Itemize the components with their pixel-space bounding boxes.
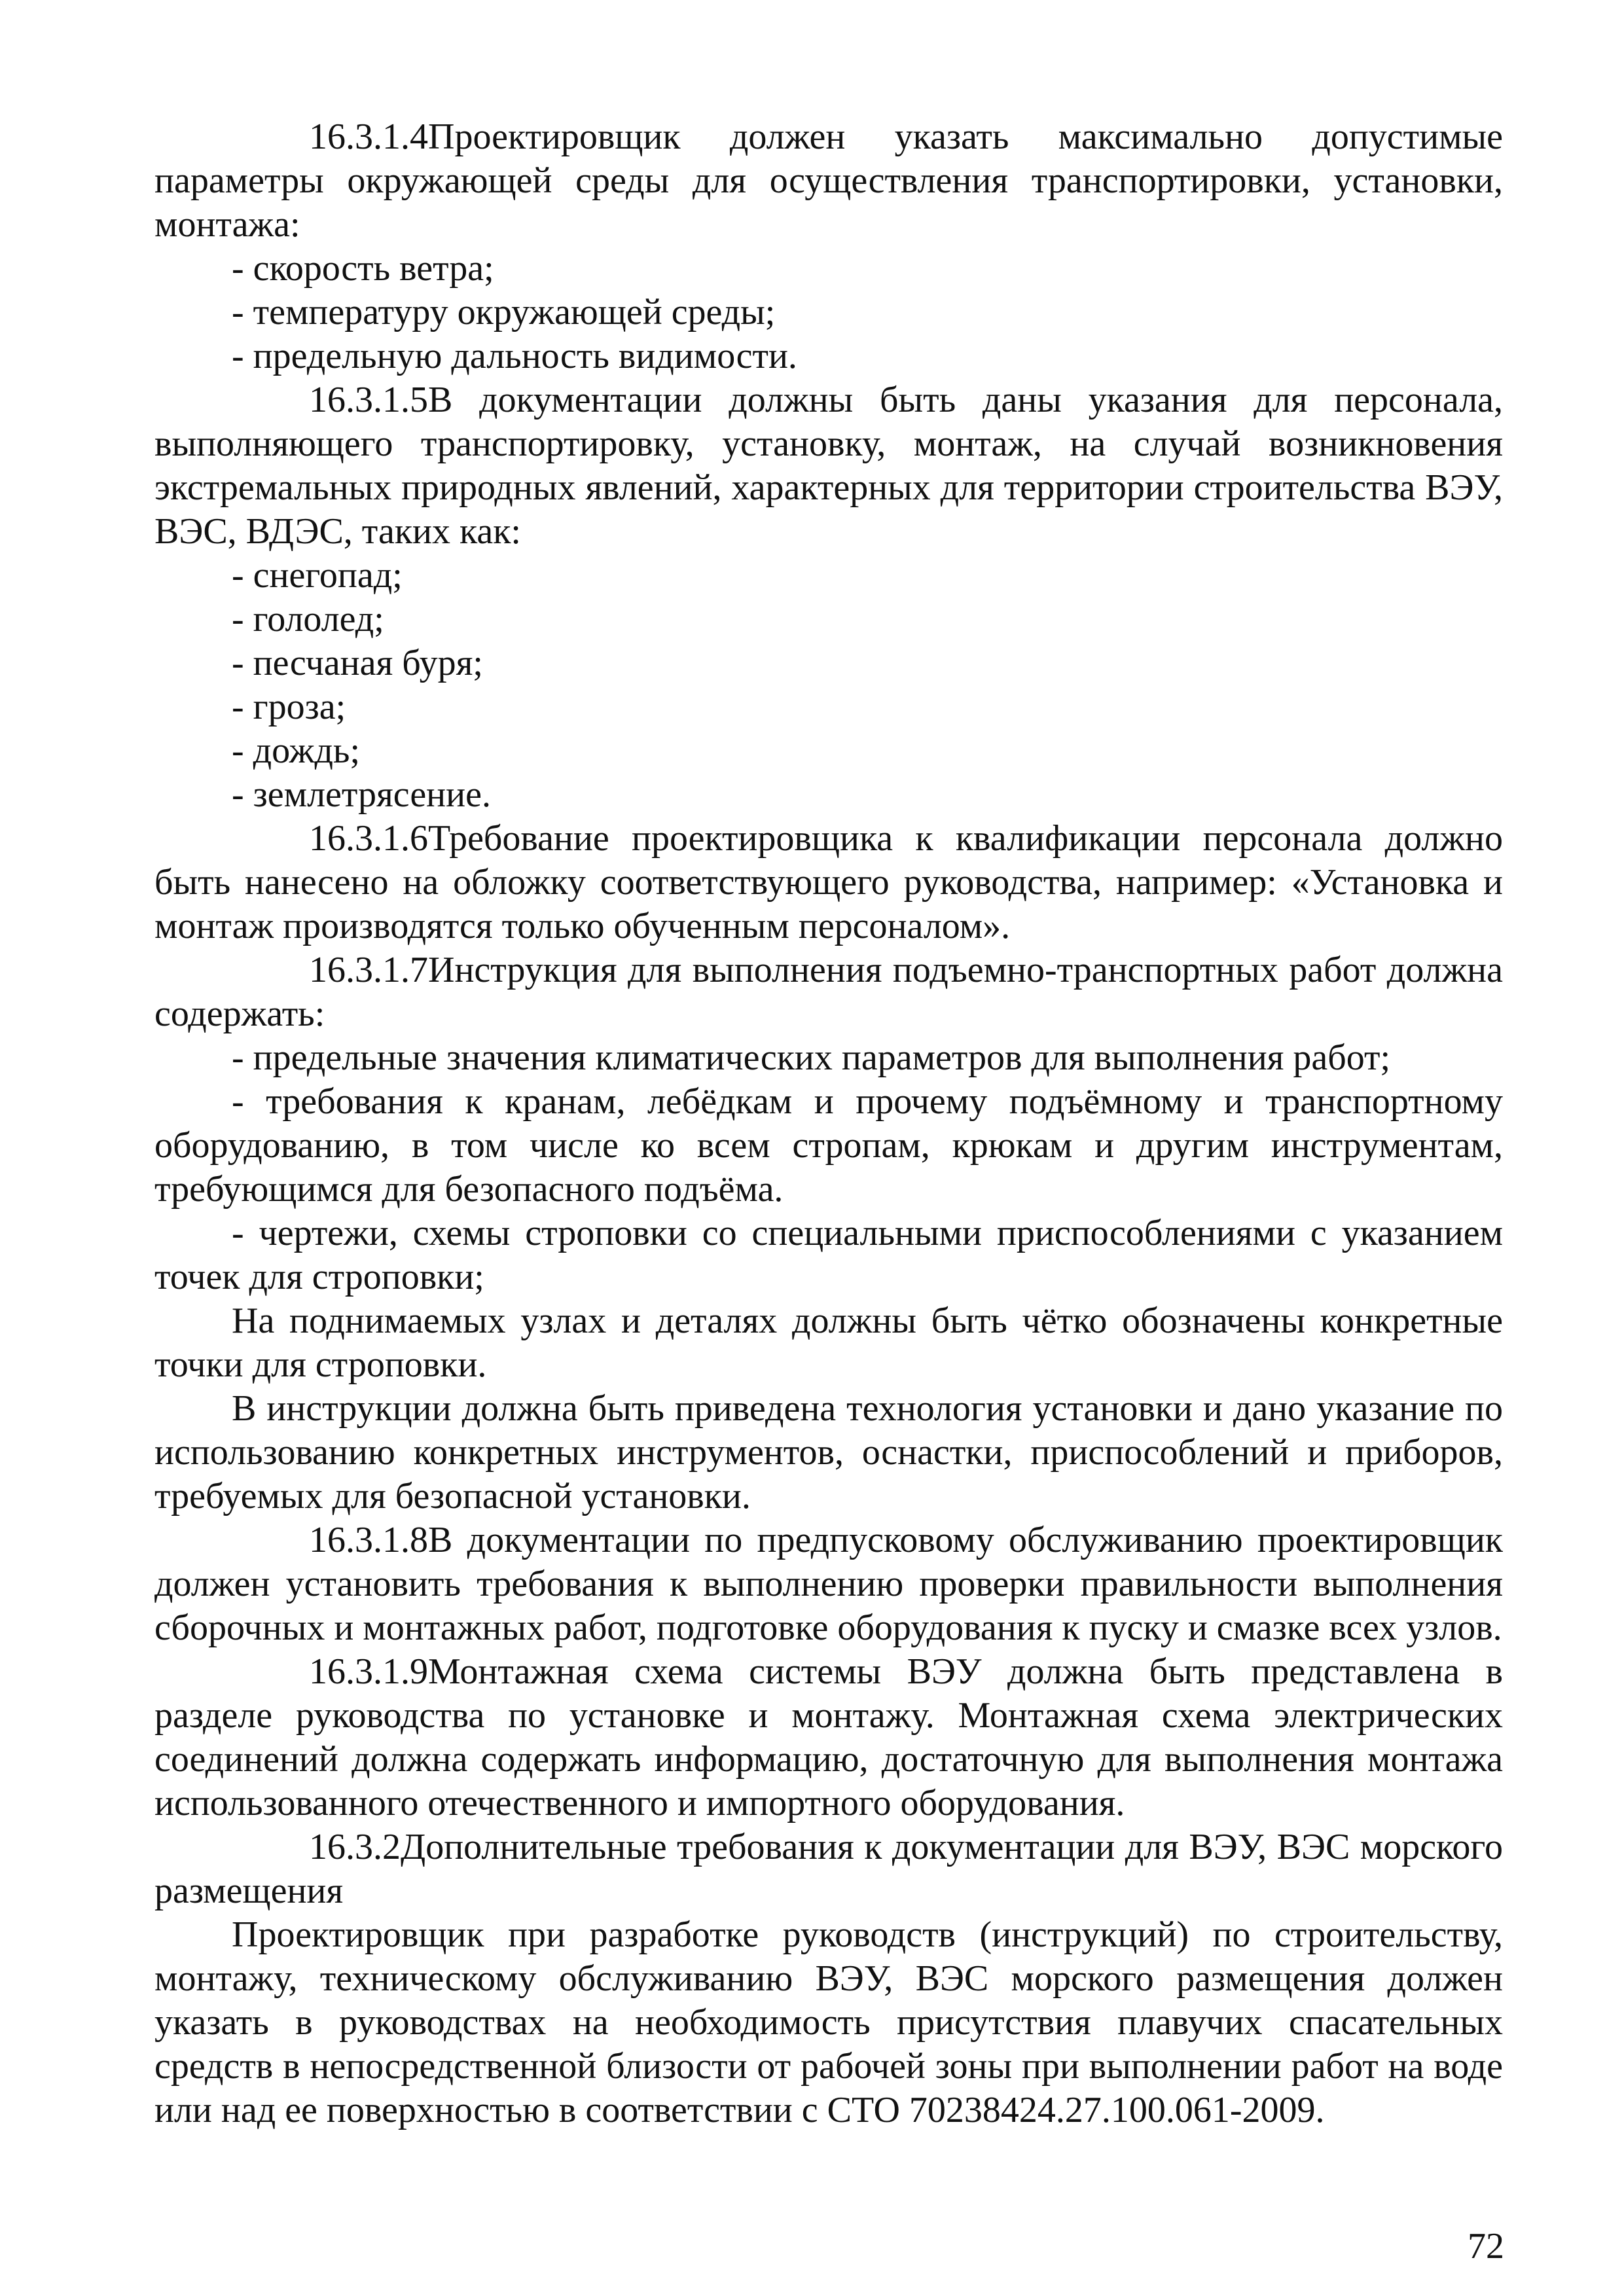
clause-16-3-2 xyxy=(154,1825,1503,1913)
list-item: - скорость ветра; xyxy=(232,248,494,289)
clause-text: В документации должны быть даны указания для персонала, выполняющего транспортировку, установку, монтаж, на случай возникновения экстремальных природных явлений, характерных для территории строительства ВЭУ, ВЭС, ВДЭС, таких как: xyxy=(154,380,1503,552)
clause-16-3-1-9 xyxy=(154,1650,1503,1825)
list-item: - гроза; xyxy=(232,687,346,727)
clause-16-3-1-7 xyxy=(154,948,1503,1036)
list-item: - дождь; xyxy=(232,730,361,771)
clause-number: 16.3.1.7 xyxy=(309,950,428,990)
list-item: - чертежи, схемы строповки со специальными приспособлениями с указанием точек для строповки; xyxy=(154,1213,1503,1297)
document-body xyxy=(154,115,1503,2132)
clause-text: Проектировщик должен указать максимально допустимые параметры окружающей среды для осуществления транспортировки, установки, монтажа: xyxy=(154,117,1503,245)
clause-number: 16.3.1.9 xyxy=(309,1651,428,1692)
paragraph: На поднимаемых узлах и деталях должны быть чётко обозначены конкретные точки для строповки. xyxy=(154,1300,1503,1385)
clause-16-3-1-6 xyxy=(154,817,1503,948)
list-item: - гололед; xyxy=(232,599,384,639)
clause-number: 16.3.1.6 xyxy=(309,818,428,859)
clause-16-3-1-5 xyxy=(154,378,1503,554)
paragraph: В инструкции должна быть приведена технология установки и дано указание по использованию конкретных инструментов, оснастки, приспособлений и приборов, требуемых для безопасной установки. xyxy=(154,1388,1503,1516)
clause-text: Требование проектировщика к квалификации персонала должно быть нанесено на обложку соответствующего руководства, например: «Установка и монтаж производятся только обученным персоналом». xyxy=(154,818,1503,946)
clause-number: 16.3.1.5 xyxy=(309,380,428,420)
clause-16-3-1-8 xyxy=(154,1518,1503,1650)
clause-text: Дополнительные требования к документации для ВЭУ, ВЭС морского размещения xyxy=(154,1827,1503,1911)
list-item: - требования к кранам, лебёдкам и прочему подъёмному и транспортному оборудованию, в том числе ко всем стропам, крюкам и другим инструментам, требующимся для безопасного подъёма. xyxy=(154,1081,1503,1210)
clause-text: Монтажная схема системы ВЭУ должна быть представлена в разделе руководства по установке и монтажу. Монтажная схема электрических соединений должна содержать информацию, достаточную для выполнения монтажа использованного отечественного и импортного оборудования. xyxy=(154,1651,1503,1823)
list-item: - предельные значения климатических параметров для выполнения работ; xyxy=(232,1037,1391,1078)
clause-number: 16.3.1.8 xyxy=(309,1520,428,1560)
page-number: 72 xyxy=(1468,2226,1504,2267)
list-item: - температуру окружающей среды; xyxy=(232,292,776,332)
list-item: - землетрясение. xyxy=(232,774,491,815)
clause-number: 16.3.1.4 xyxy=(309,117,428,157)
list-item: - снегопад; xyxy=(232,555,403,596)
paragraph: Проектировщик при разработке руководств (инструкций) по строительству, монтажу, техническому обслуживанию ВЭУ, ВЭС морского размещения должен указать в руководствах на необходимость присутствия плавучих спасательных средств в непосредственной близости от рабочей зоны при выполнении работ на воде или над ее поверхностью в соответствии с СТО 70238424.27.100.061-2009. xyxy=(154,1914,1503,2130)
list-item: - песчаная буря; xyxy=(232,643,483,683)
clause-text: Инструкция для выполнения подъемно-транспортных работ должна содержать: xyxy=(154,950,1503,1034)
clause-text: В документации по предпусковому обслуживанию проектировщик должен установить требования к выполнению проверки правильности выполнения сборочных и монтажных работ, подготовке оборудования к пуску и смазке всех узлов. xyxy=(154,1520,1503,1648)
clause-16-3-1-4 xyxy=(154,115,1503,247)
clause-number: 16.3.2 xyxy=(309,1827,401,1867)
list-item: - предельную дальность видимости. xyxy=(232,336,797,376)
